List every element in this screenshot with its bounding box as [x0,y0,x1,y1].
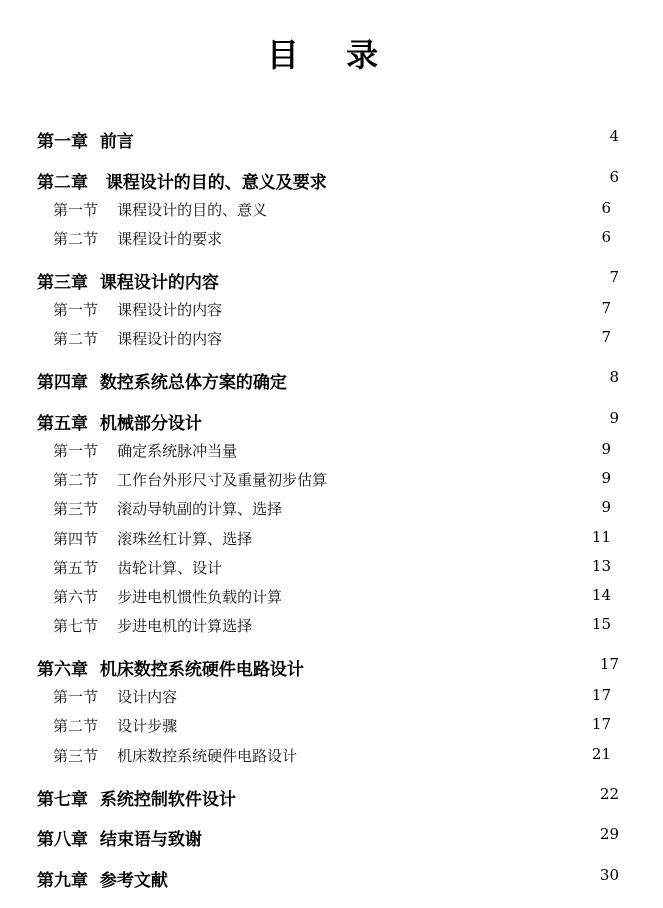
page-number: 17 [599,655,619,673]
chapter-title: 第七章 系统控制软件设计 [37,790,236,810]
page-number: 22 [599,785,619,803]
page-number: 9 [609,409,619,427]
section-title: 第一节 设计内容 [53,688,178,706]
page-number: 15 [591,615,611,633]
section-title: 第三节 滚动导轨副的计算、选择 [53,500,283,518]
chapter-title: 第六章 机床数控系统硬件电路设计 [37,660,304,680]
section-title: 第六节 步进电机惯性负载的计算 [53,588,283,606]
chapter-title: 第一章 前言 [37,132,134,152]
section-title: 第五节 齿轮计算、设计 [53,559,223,577]
page-title: 目 录 [266,36,397,74]
section-title: 第二节 课程设计的内容 [53,330,223,348]
page-number: 30 [599,866,619,884]
section-title: 第四节 滚珠丝杠计算、选择 [53,530,253,548]
page-number: 13 [591,557,611,575]
page-number: 17 [591,715,611,733]
chapter-title: 第九章 参考文献 [37,871,168,891]
page-number: 11 [591,528,611,546]
page-number: 9 [601,498,611,516]
page-number: 21 [591,745,611,763]
chapter-title: 第四章 数控系统总体方案的确定 [37,373,287,393]
chapter-title: 第五章 机械部分设计 [37,414,202,434]
section-title: 第一节 课程设计的内容 [53,301,223,319]
chapter-title: 第二章 课程设计的目的、意义及要求 [37,173,327,193]
chapter-title: 第三章 课程设计的内容 [37,273,219,293]
page-number: 14 [591,586,611,604]
page-number: 9 [601,469,611,487]
page-number: 17 [591,686,611,704]
page-number: 7 [609,268,619,286]
section-title: 第七节 步进电机的计算选择 [53,617,253,635]
section-title: 第一节 确定系统脉冲当量 [53,442,238,460]
page-number: 9 [601,440,611,458]
section-title: 第二节 课程设计的要求 [53,230,223,248]
page-number: 7 [601,328,611,346]
page-number: 6 [601,199,611,217]
section-title: 第二节 工作台外形尺寸及重量初步估算 [53,471,328,489]
page-number: 6 [609,168,619,186]
section-title: 第三节 机床数控系统硬件电路设计 [53,747,298,765]
page-number: 6 [601,228,611,246]
chapter-title: 第八章 结束语与致谢 [37,830,202,850]
page-number: 7 [601,299,611,317]
page-number: 29 [599,825,619,843]
section-title: 第一节 课程设计的目的、意义 [53,201,268,219]
page-number: 8 [609,368,619,386]
section-title: 第二节 设计步骤 [53,717,178,735]
page-number: 4 [609,127,619,145]
